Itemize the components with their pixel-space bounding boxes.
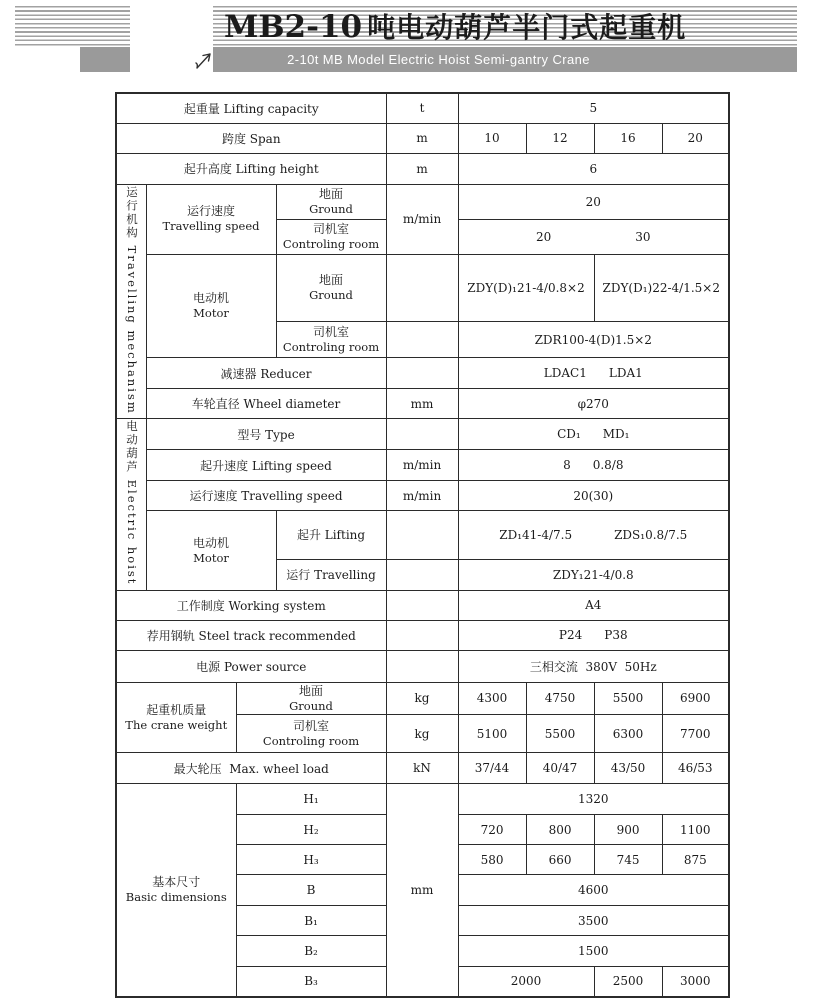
dim-b-label: B xyxy=(236,875,386,906)
dim-b2-label: B₂ xyxy=(236,936,386,967)
power-label: 电源 Power source xyxy=(116,650,386,682)
unit-cell-empty xyxy=(386,322,458,358)
row-lifting-capacity xyxy=(116,93,729,123)
unit-cell-empty xyxy=(386,650,458,682)
row-span xyxy=(116,123,729,153)
spec-table xyxy=(115,92,730,998)
row-trav-motor-ground xyxy=(116,254,729,322)
trav-speed-unit: m/min xyxy=(386,184,458,254)
hoist-motor-lifting-value: ZD₁41-4/7.5 ZDS₁0.8/7.5 xyxy=(458,511,729,559)
unit-cell-empty xyxy=(386,620,458,650)
row-steel-track xyxy=(116,620,729,650)
power-value: 三相交流 380V 50Hz xyxy=(458,650,729,682)
row-wheel-diameter xyxy=(116,389,729,419)
header-notch xyxy=(130,4,213,73)
crane-weight-cab-value: 6300 xyxy=(594,715,662,753)
hoist-lift-speed-value: 8 0.8/8 xyxy=(458,450,729,481)
span-value: 20 xyxy=(662,123,729,153)
cursor-icon xyxy=(193,47,217,71)
trav-speed-ground-value: 20 xyxy=(458,184,729,219)
row-dim-h1 xyxy=(116,784,729,815)
trav-motor-ground-value: ZDY(D₁)22-4/1.5×2 xyxy=(594,254,729,322)
group-hoist-label: 电动葫芦 Electric hoist xyxy=(125,420,139,586)
capacity-value: 5 xyxy=(458,93,729,123)
hoist-motor-lifting-label: 起升 Lifting xyxy=(276,511,386,559)
dim-b3-value: 2500 xyxy=(594,967,662,997)
crane-weight-cab-value: 7700 xyxy=(662,715,729,753)
row-power-source xyxy=(116,650,729,682)
crane-weight-cab-value: 5500 xyxy=(526,715,594,753)
max-wheel-unit: kN xyxy=(386,753,458,784)
dim-h3-value: 660 xyxy=(526,845,594,875)
max-wheel-value: 40/47 xyxy=(526,753,594,784)
dim-b3-value: 2000 xyxy=(458,967,594,997)
row-hoist-motor-lifting xyxy=(116,511,729,559)
span-label: 跨度 Span xyxy=(116,123,386,153)
row-trav-speed-ground xyxy=(116,184,729,219)
crane-weight-unit: kg xyxy=(386,682,458,714)
dims-unit: mm xyxy=(386,784,458,997)
dim-h2-value: 900 xyxy=(594,815,662,845)
row-hoist-type xyxy=(116,419,729,450)
hoist-lift-speed-label: 起升速度 Lifting speed xyxy=(146,450,386,481)
page-title xyxy=(224,6,686,46)
dim-h3-label: H₃ xyxy=(236,845,386,875)
title-chinese-text: 吨电动葫芦半门式起重机 xyxy=(367,11,687,44)
max-wheel-label: 最大轮压 Max. wheel load xyxy=(116,753,386,784)
unit-cell-empty xyxy=(386,358,458,389)
row-lifting-height xyxy=(116,153,729,184)
unit-cell-empty xyxy=(386,511,458,559)
dim-h2-label: H₂ xyxy=(236,815,386,845)
hoist-trav-speed-unit: m/min xyxy=(386,481,458,511)
group-travelling-mechanism xyxy=(116,184,146,419)
hoist-motor-label: 电动机 Motor xyxy=(146,511,276,590)
span-value: 12 xyxy=(526,123,594,153)
crane-weight-ground-value: 5500 xyxy=(594,682,662,714)
unit-cell-empty xyxy=(386,590,458,620)
basic-dimensions-label: 基本尺寸 Basic dimensions xyxy=(116,784,236,997)
crane-weight-unit: kg xyxy=(386,715,458,753)
dim-h2-value: 1100 xyxy=(662,815,729,845)
height-value: 6 xyxy=(458,153,729,184)
group-electric-hoist xyxy=(116,419,146,590)
row-reducer xyxy=(116,358,729,389)
dim-h1-label: H₁ xyxy=(236,784,386,815)
trav-motor-label: 电动机 Motor xyxy=(146,254,276,358)
unit-cell-empty xyxy=(386,559,458,590)
crane-weight-ground-value: 6900 xyxy=(662,682,729,714)
wheel-label: 车轮直径 Wheel diameter xyxy=(146,389,386,419)
dim-b-value: 4600 xyxy=(458,875,729,906)
row-hoist-travelling-speed xyxy=(116,481,729,511)
wheel-unit: mm xyxy=(386,389,458,419)
unit-cell-empty xyxy=(386,254,458,322)
trav-motor-ground-label: 地面 Ground xyxy=(276,254,386,322)
page-subtitle: 2-10t MB Model Electric Hoist Semi-gantry Crane xyxy=(287,52,590,67)
span-value: 10 xyxy=(458,123,526,153)
dim-b1-value: 3500 xyxy=(458,906,729,936)
hoist-type-value: CD₁ MD₁ xyxy=(458,419,729,450)
trav-speed-label: 运行速度 Travelling speed xyxy=(146,184,276,254)
hoist-lift-speed-unit: m/min xyxy=(386,450,458,481)
row-max-wheel-load xyxy=(116,753,729,784)
steel-track-value: P24 P38 xyxy=(458,620,729,650)
max-wheel-value: 43/50 xyxy=(594,753,662,784)
hoist-motor-travelling-value: ZDY₁21-4/0.8 xyxy=(458,559,729,590)
trav-motor-cab-label: 司机室 Controling room xyxy=(276,322,386,358)
dim-h3-value: 745 xyxy=(594,845,662,875)
row-hoist-lifting-speed xyxy=(116,450,729,481)
group-travelling-label: 运行机构 Travelling mechanism xyxy=(125,185,139,415)
dim-b3-value: 3000 xyxy=(662,967,729,997)
crane-weight-ground-value: 4300 xyxy=(458,682,526,714)
working-system-label: 工作制度 Working system xyxy=(116,590,386,620)
capacity-label: 起重量 Lifting capacity xyxy=(116,93,386,123)
crane-weight-cab-label: 司机室 Controling room xyxy=(236,715,386,753)
dim-h1-value: 1320 xyxy=(458,784,729,815)
crane-weight-ground-value: 4750 xyxy=(526,682,594,714)
hoist-type-label: 型号 Type xyxy=(146,419,386,450)
dim-h3-value: 580 xyxy=(458,845,526,875)
row-working-system xyxy=(116,590,729,620)
span-unit: m xyxy=(386,123,458,153)
height-unit: m xyxy=(386,153,458,184)
crane-weight-cab-value: 5100 xyxy=(458,715,526,753)
title-model-text: MB2-10 xyxy=(224,9,363,45)
trav-speed-cab-label: 司机室 Controling room xyxy=(276,219,386,254)
crane-weight-ground-label: 地面 Ground xyxy=(236,682,386,714)
capacity-unit: t xyxy=(386,93,458,123)
height-label: 起升高度 Lifting height xyxy=(116,153,386,184)
trav-speed-cab-value: 20 30 xyxy=(458,219,729,254)
wheel-value: φ270 xyxy=(458,389,729,419)
reducer-value: LDAC1 LDA1 xyxy=(458,358,729,389)
span-value: 16 xyxy=(594,123,662,153)
unit-cell-empty xyxy=(386,419,458,450)
dim-h3-value: 875 xyxy=(662,845,729,875)
max-wheel-value: 37/44 xyxy=(458,753,526,784)
hoist-trav-speed-label: 运行速度 Travelling speed xyxy=(146,481,386,511)
page-header xyxy=(0,0,827,86)
steel-track-label: 荐用钢轨 Steel track recommended xyxy=(116,620,386,650)
hoist-trav-speed-value: 20(30) xyxy=(458,481,729,511)
dim-b2-value: 1500 xyxy=(458,936,729,967)
trav-motor-cab-value: ZDR100-4(D)1.5×2 xyxy=(458,322,729,358)
trav-speed-ground-label: 地面 Ground xyxy=(276,184,386,219)
dim-b3-label: B₃ xyxy=(236,967,386,997)
working-system-value: A4 xyxy=(458,590,729,620)
crane-weight-label: 起重机质量 The crane weight xyxy=(116,682,236,752)
dim-h2-value: 720 xyxy=(458,815,526,845)
dim-h2-value: 800 xyxy=(526,815,594,845)
row-crane-weight-ground xyxy=(116,682,729,714)
reducer-label: 减速器 Reducer xyxy=(146,358,386,389)
max-wheel-value: 46/53 xyxy=(662,753,729,784)
hoist-motor-travelling-label: 运行 Travelling xyxy=(276,559,386,590)
trav-motor-ground-value: ZDY(D)₁21-4/0.8×2 xyxy=(458,254,594,322)
dim-b1-label: B₁ xyxy=(236,906,386,936)
